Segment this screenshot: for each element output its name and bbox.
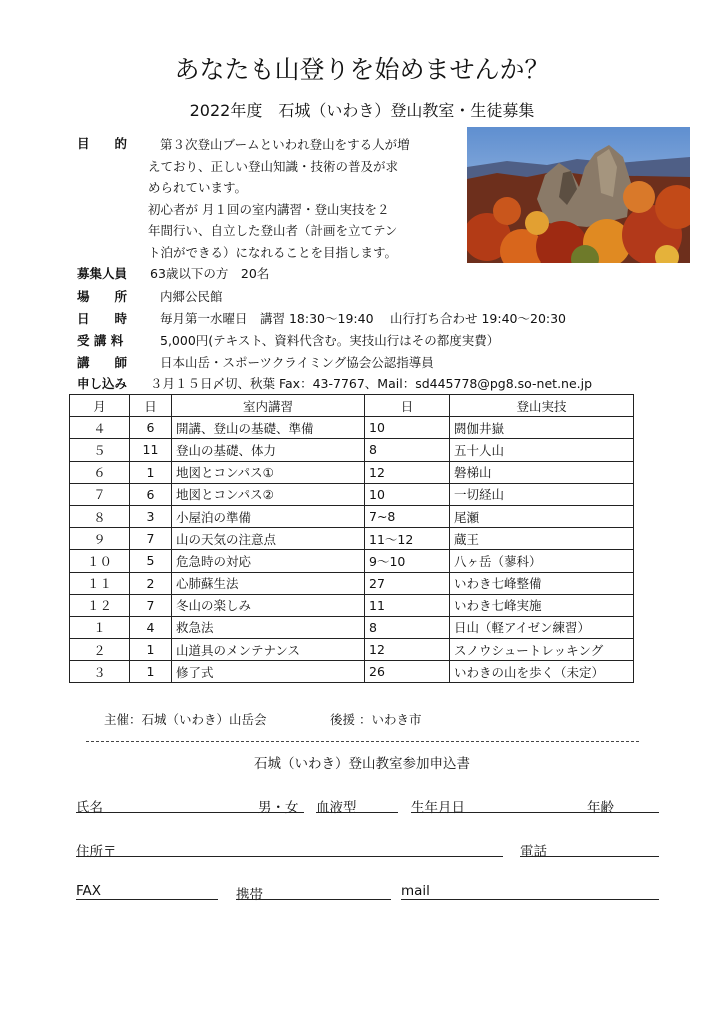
- name-label: 氏名: [76, 800, 103, 816]
- practice-cell: スノウシュートレッキング: [450, 639, 634, 661]
- day-cell: 7: [130, 528, 172, 550]
- table-row: [70, 483, 634, 505]
- practice-day-cell: 9～10: [365, 550, 450, 572]
- month-cell: ４: [70, 417, 130, 439]
- col-header-practice: 登山実技: [450, 395, 634, 417]
- practice-cell: いわき七峰整備: [450, 572, 634, 594]
- month-cell: ７: [70, 483, 130, 505]
- recruit-value: 63歳以下の方 20名: [150, 266, 270, 281]
- page-subtitle: 2022年度 石城（いわき）登山教室・生徒募集: [189, 101, 535, 120]
- month-cell: ９: [70, 528, 130, 550]
- month-cell: １: [70, 616, 130, 638]
- fax-label: FAX: [76, 883, 102, 899]
- month-cell: １１: [70, 572, 130, 594]
- birth-age-field[interactable]: [411, 812, 659, 813]
- table-row: [70, 528, 634, 550]
- practice-day-cell: 10: [365, 483, 450, 505]
- practice-cell: 五十人山: [450, 439, 634, 461]
- month-cell: ８: [70, 505, 130, 527]
- lecture-cell: 心肺蘇生法: [172, 572, 365, 594]
- day-cell: 2: [130, 572, 172, 594]
- practice-cell: いわきの山を歩く（未定）: [450, 661, 634, 683]
- fax-field[interactable]: [76, 899, 218, 900]
- purpose-line: えており、正しい登山知識・技術の普及が求: [148, 158, 399, 174]
- apply-value: ３月１５日〆切、秋葉 Fax：43-7767、Mail：sd445778@pg8.so-net.ne.jp: [150, 376, 593, 391]
- month-cell: ２: [70, 639, 130, 661]
- datetime-value: 毎月第一水曜日 講習 18:30～19:40 山行打ち合わせ 19:40～20:30: [160, 311, 567, 326]
- mail-field[interactable]: [401, 899, 659, 900]
- purpose-line: ト泊ができる）になれることを目指します。: [148, 244, 398, 260]
- day-cell: 5: [130, 550, 172, 572]
- lecture-cell: 小屋泊の準備: [172, 505, 365, 527]
- lecture-cell: 登山の基礎、体力: [172, 439, 365, 461]
- col-header-practice-day: 日: [365, 395, 450, 417]
- lecture-cell: 山道具のメンテナンス: [172, 639, 365, 661]
- name-field[interactable]: [76, 812, 304, 813]
- practice-cell: 蔵王: [450, 528, 634, 550]
- blood-label: 血液型: [316, 800, 357, 816]
- place-label: 場 所: [77, 289, 128, 304]
- lecture-cell: 地図とコンパス①: [172, 461, 365, 483]
- recruit-label: 募集人員: [77, 266, 128, 281]
- practice-day-cell: 12: [365, 639, 450, 661]
- practice-day-cell: 11～12: [365, 528, 450, 550]
- lecture-cell: 修了式: [172, 661, 365, 683]
- day-cell: 7: [130, 594, 172, 616]
- month-cell: １２: [70, 594, 130, 616]
- practice-day-cell: 11: [365, 594, 450, 616]
- day-cell: 11: [130, 439, 172, 461]
- practice-cell: 磐梯山: [450, 461, 634, 483]
- table-row: [70, 639, 634, 661]
- table-row: [70, 550, 634, 572]
- day-cell: 6: [130, 483, 172, 505]
- purpose-label: 目 的: [77, 136, 128, 151]
- day-cell: 1: [130, 639, 172, 661]
- lecture-cell: 危急時の対応: [172, 550, 365, 572]
- practice-cell: 日山（軽アイゼン練習）: [450, 616, 634, 638]
- month-cell: ５: [70, 439, 130, 461]
- place-value: 内郷公民館: [160, 289, 223, 304]
- address-label: 住所〒: [76, 844, 117, 860]
- practice-day-cell: 26: [365, 661, 450, 683]
- practice-day-cell: 27: [365, 572, 450, 594]
- day-cell: 1: [130, 461, 172, 483]
- schedule-header-row: [70, 395, 634, 417]
- blood-field[interactable]: [316, 812, 398, 813]
- practice-day-cell: 12: [365, 461, 450, 483]
- purpose-line: 年間行い、自立した登山者（計画を立てテン: [148, 223, 398, 238]
- practice-day-cell: 8: [365, 439, 450, 461]
- phone-field[interactable]: [520, 856, 659, 857]
- table-row: [70, 572, 634, 594]
- purpose-line: められています。: [148, 180, 248, 195]
- practice-cell: 一切経山: [450, 483, 634, 505]
- instructor-label: 講 師: [77, 355, 128, 370]
- apply-label: 申し込み: [77, 376, 128, 391]
- month-cell: １０: [70, 550, 130, 572]
- datetime-label: 日 時: [77, 311, 128, 326]
- birth-label: 生年月日: [411, 800, 465, 816]
- form-title: 石城（いわき）登山教室参加申込書: [254, 756, 470, 772]
- mail-label: mail: [401, 883, 430, 899]
- practice-day-cell: 7~8: [365, 505, 450, 527]
- lecture-cell: 冬山の楽しみ: [172, 594, 365, 616]
- organizer: 主催：石城（いわき）山岳会: [104, 712, 267, 727]
- lecture-cell: 山の天気の注意点: [172, 528, 365, 550]
- mountain-photo: [467, 127, 690, 263]
- practice-cell: 八ヶ岳（蓼科）: [450, 550, 634, 572]
- table-row: [70, 661, 634, 683]
- table-row: [70, 616, 634, 638]
- fee-label: 受 講 料: [77, 333, 124, 348]
- col-header-lecture: 室内講習: [172, 395, 365, 417]
- day-cell: 3: [130, 505, 172, 527]
- gender-label: 男・女: [258, 800, 299, 816]
- lecture-cell: 救急法: [172, 616, 365, 638]
- purpose-text: [148, 134, 438, 263]
- table-row: [70, 594, 634, 616]
- purpose-line: 第３次登山ブームといわれ登山をする人が増: [160, 137, 410, 152]
- cut-line: [86, 741, 639, 742]
- phone-label: 電話: [520, 844, 547, 860]
- day-cell: 6: [130, 417, 172, 439]
- table-row: [70, 461, 634, 483]
- practice-day-cell: 10: [365, 417, 450, 439]
- day-cell: 1: [130, 661, 172, 683]
- table-row: [70, 417, 634, 439]
- purpose-line: 初心者が 月１回の室内講習・登山実技を２: [148, 201, 390, 217]
- fee-value: 5,000円(テキスト、資料代含む。実技山行はその都度実費）: [160, 333, 500, 348]
- address-field[interactable]: [76, 856, 503, 857]
- sponsor: 後援 ：いわき市: [330, 712, 422, 727]
- age-label: 年齢: [587, 800, 614, 816]
- mobile-label: 携帯: [236, 887, 263, 903]
- col-header-month: 月: [70, 395, 130, 417]
- col-header-day: 日: [130, 395, 172, 417]
- month-cell: ３: [70, 661, 130, 683]
- lecture-cell: 開講、登山の基礎、準備: [172, 417, 365, 439]
- practice-cell: 閼伽井嶽: [450, 417, 634, 439]
- schedule-table: [69, 394, 634, 683]
- month-cell: ６: [70, 461, 130, 483]
- table-row: [70, 505, 634, 527]
- practice-cell: いわき七峰実施: [450, 594, 634, 616]
- page-title: あなたも山登りを始めませんか？: [174, 55, 550, 84]
- table-row: [70, 439, 634, 461]
- practice-day-cell: 8: [365, 616, 450, 638]
- practice-cell: 尾瀬: [450, 505, 634, 527]
- lecture-cell: 地図とコンパス②: [172, 483, 365, 505]
- mobile-field[interactable]: [236, 899, 391, 900]
- instructor-value: 日本山岳・スポーツクライミング協会公認指導員: [160, 355, 434, 370]
- day-cell: 4: [130, 616, 172, 638]
